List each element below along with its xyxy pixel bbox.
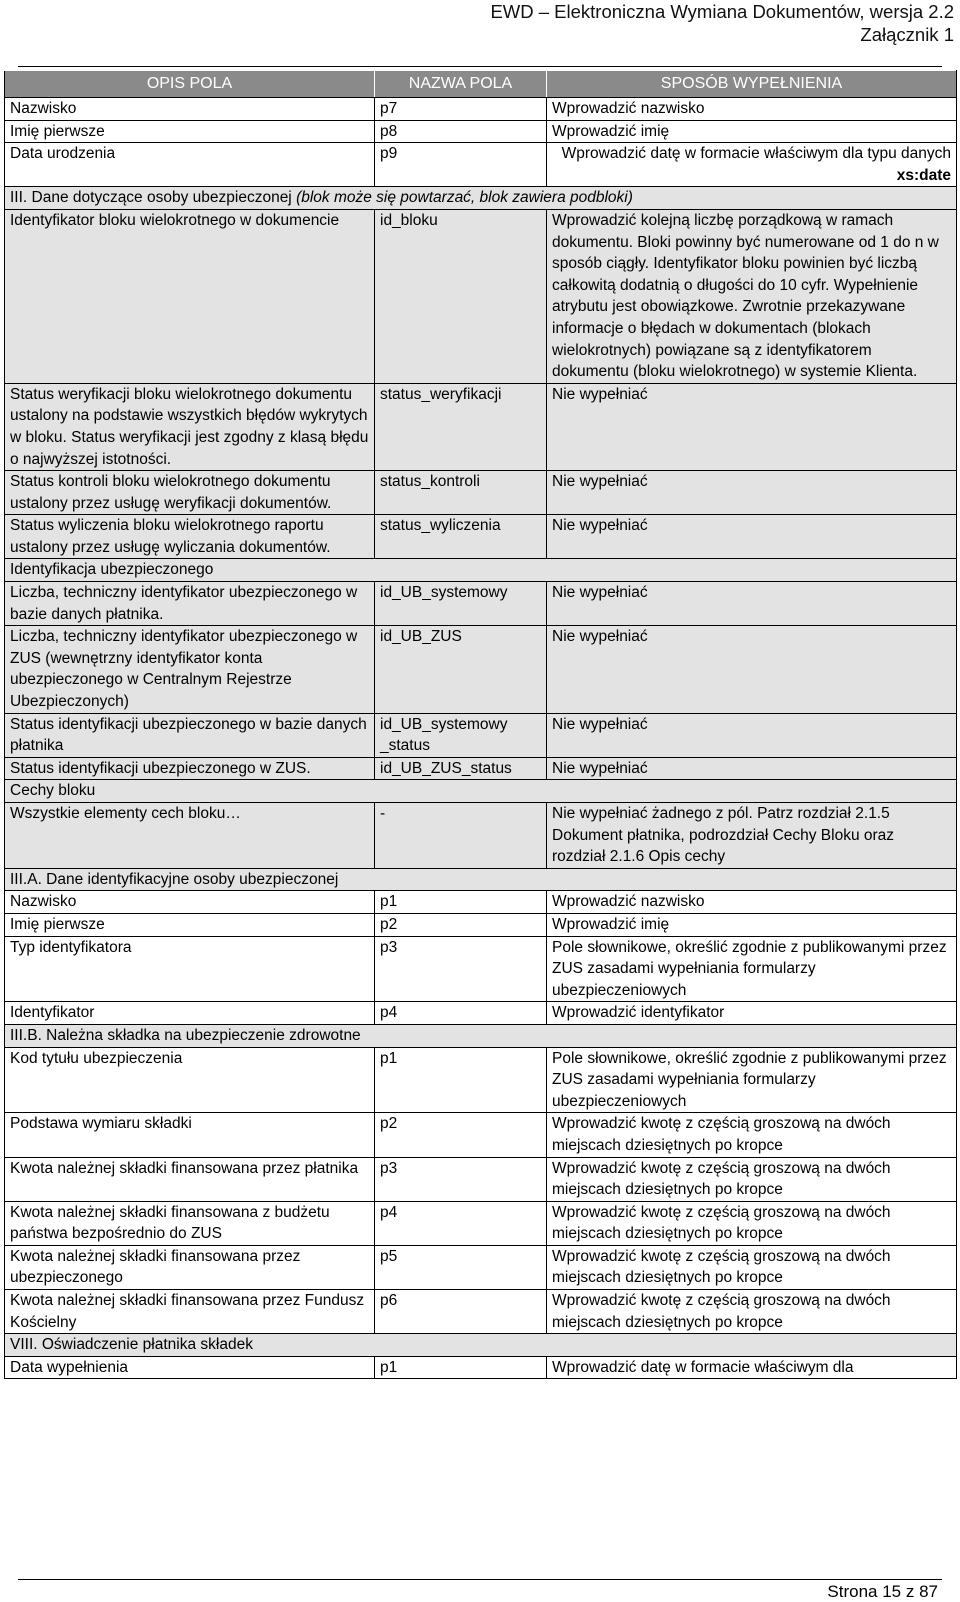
table-row <box>5 471 957 515</box>
subsection-title: Identyfikacja ubezpieczonego <box>5 559 957 582</box>
field-description: Imię pierwsze <box>5 120 375 143</box>
field-fill-rule: Wprowadzić nazwisko <box>547 891 957 914</box>
field-name: p5 <box>375 1245 547 1289</box>
fill-rule-text: Wprowadzić datę w formacie właściwym dla typu danych <box>561 145 951 163</box>
column-header: SPOSÓB WYPEŁNIENIA <box>547 71 957 98</box>
field-description: Kwota należnej składki finansowana przez ubezpieczonego <box>5 1245 375 1289</box>
table-row <box>5 803 957 869</box>
field-description: Kwota należnej składki finansowana przez płatnika <box>5 1157 375 1201</box>
column-header: OPIS POLA <box>5 71 375 98</box>
field-description: Identyfikator bloku wielokrotnego w dokumencie <box>5 209 375 383</box>
field-name: status_weryfikacji <box>375 383 547 470</box>
field-fill-rule: Nie wypełniać żadnego z pól. Patrz rozdział 2.1.5 Dokument płatnika, podrozdział Cechy Bloku oraz rozdział 2.1.6 Opis cechy <box>547 803 957 869</box>
field-name: p2 <box>375 913 547 936</box>
table-row <box>5 1113 957 1157</box>
table-header-row <box>5 71 957 98</box>
field-description: Liczba, techniczny identyfikator ubezpieczonego w ZUS (wewnętrzny identyfikator konta ubezpieczonego w Centralnym Rejestrze Ubezpieczonych) <box>5 626 375 713</box>
field-name: status_wyliczenia <box>375 515 547 559</box>
field-fill-rule <box>547 143 957 187</box>
section-title-text: III. Dane dotyczące osoby ubezpieczonej <box>10 189 297 207</box>
field-fill-rule: Pole słownikowe, określić zgodnie z publikowanymi przez ZUS zasadami wypełniania formularzy ubezpieczeniowych <box>547 1047 957 1113</box>
field-description: Kod tytułu ubezpieczenia <box>5 1047 375 1113</box>
header-rule <box>18 66 942 67</box>
table-row <box>5 1245 957 1289</box>
field-fill-rule: Wprowadzić imię <box>547 120 957 143</box>
table-row <box>5 757 957 780</box>
field-description: Typ identyfikatora <box>5 936 375 1002</box>
field-description: Status wyliczenia bloku wielokrotnego raportu ustalony przez usługę wyliczania dokumentów. <box>5 515 375 559</box>
field-name: p1 <box>375 1356 547 1379</box>
section-header-row <box>5 1334 957 1357</box>
table-row <box>5 626 957 713</box>
field-fill-rule: Wprowadzić kolejną liczbę porządkową w ramach dokumentu. Bloki powinny być numerowane od 1 do n w sposób ciągły. Identyfikator bloku powinien być liczbą całkowitą dodatnią o długości do 10 cyfr. Wypełnienie atrybutu jest obowiązkowe. Zwrotnie przekazywane informacje o błędach w dokumentach (blokach wielokrotnych) powiązane są z identyfikatorem dokumentu (bloku wielokrotnego) w systemie Klienta. <box>547 209 957 383</box>
field-name: status_kontroli <box>375 471 547 515</box>
field-fill-rule: Nie wypełniać <box>547 582 957 626</box>
field-name: p7 <box>375 98 547 121</box>
field-fill-rule: Wprowadzić kwotę z częścią groszową na dwóch miejscach dziesiętnych po kropce <box>547 1245 957 1289</box>
field-fill-rule: Nie wypełniać <box>547 626 957 713</box>
table-row <box>5 98 957 121</box>
field-description: Status identyfikacji ubezpieczonego w ZUS. <box>5 757 375 780</box>
field-name: p1 <box>375 891 547 914</box>
field-description: Status weryfikacji bloku wielokrotnego dokumentu ustalony na podstawie wszystkich błędów wykrytych w bloku. Status weryfikacji jest zgodny z klasą błędu o najwyższej istotności. <box>5 383 375 470</box>
subsection-header-row <box>5 780 957 803</box>
data-type-label: xs:date <box>896 166 951 184</box>
field-description: Data wypełnienia <box>5 1356 375 1379</box>
subsection-title: Cechy bloku <box>5 780 957 803</box>
field-fill-rule: Wprowadzić kwotę z częścią groszową na dwóch miejscach dziesiętnych po kropce <box>547 1201 957 1245</box>
field-name: p3 <box>375 1157 547 1201</box>
field-description: Identyfikator <box>5 1002 375 1025</box>
field-fill-rule: Wprowadzić kwotę z częścią groszową na dwóch miejscach dziesiętnych po kropce <box>547 1157 957 1201</box>
table-row <box>5 1002 957 1025</box>
field-description: Liczba, techniczny identyfikator ubezpieczonego w bazie danych płatnika. <box>5 582 375 626</box>
table-row <box>5 120 957 143</box>
field-description: Kwota należnej składki finansowana przez Fundusz Kościelny <box>5 1290 375 1334</box>
field-description: Nazwisko <box>5 891 375 914</box>
field-description: Nazwisko <box>5 98 375 121</box>
field-fill-rule: Nie wypełniać <box>547 757 957 780</box>
field-fill-rule: Nie wypełniać <box>547 383 957 470</box>
field-name: p3 <box>375 936 547 1002</box>
subsection-header-row <box>5 559 957 582</box>
section-header-row <box>5 868 957 891</box>
table-row <box>5 936 957 1002</box>
document-title: EWD – Elektroniczna Wymiana Dokumentów, wersja 2.2 <box>490 1 954 22</box>
field-name: id_bloku <box>375 209 547 383</box>
table-row <box>5 1290 957 1334</box>
table-row <box>5 1201 957 1245</box>
field-description: Podstawa wymiaru składki <box>5 1113 375 1157</box>
field-description: Kwota należnej składki finansowana z budżetu państwa bezpośrednio do ZUS <box>5 1201 375 1245</box>
table-row <box>5 1356 957 1379</box>
table-row <box>5 515 957 559</box>
field-name: p9 <box>375 143 547 187</box>
field-fill-rule: Nie wypełniać <box>547 713 957 757</box>
field-description: Wszystkie elementy cech bloku… <box>5 803 375 869</box>
field-fill-rule: Wprowadzić imię <box>547 913 957 936</box>
field-description: Data urodzenia <box>5 143 375 187</box>
field-description: Status identyfikacji ubezpieczonego w bazie danych płatnika <box>5 713 375 757</box>
table-row <box>5 1157 957 1201</box>
field-name: p8 <box>375 120 547 143</box>
table-row <box>5 582 957 626</box>
document-header <box>490 0 954 46</box>
field-fill-rule: Wprowadzić identyfikator <box>547 1002 957 1025</box>
table-row <box>5 143 957 187</box>
attachment-label: Załącznik 1 <box>860 24 954 45</box>
field-name: id_UB_ZUS <box>375 626 547 713</box>
table-row <box>5 891 957 914</box>
field-description: Status kontroli bloku wielokrotnego dokumentu ustalony przez usługę weryfikacji dokumentów. <box>5 471 375 515</box>
section-title-iiib: III.B. Należna składka na ubezpieczenie zdrowotne <box>5 1024 957 1047</box>
field-name: p6 <box>375 1290 547 1334</box>
field-description: Imię pierwsze <box>5 913 375 936</box>
field-spec-table <box>4 70 957 1379</box>
section-title-viii: VIII. Oświadczenie płatnika składek <box>5 1334 957 1357</box>
field-name: p1 <box>375 1047 547 1113</box>
table-row <box>5 713 957 757</box>
table-row <box>5 209 957 383</box>
section-title-iii <box>5 187 957 210</box>
footer-rule <box>18 1579 942 1580</box>
field-name: id_UB_systemowy _status <box>375 713 547 757</box>
field-fill-rule: Wprowadzić kwotę z częścią groszową na dwóch miejscach dziesiętnych po kropce <box>547 1290 957 1334</box>
field-fill-rule: Wprowadzić kwotę z częścią groszową na dwóch miejscach dziesiętnych po kropce <box>547 1113 957 1157</box>
field-fill-rule: Pole słownikowe, określić zgodnie z publikowanymi przez ZUS zasadami wypełniania formularzy ubezpieczeniowych <box>547 936 957 1002</box>
table-row <box>5 1047 957 1113</box>
field-fill-rule: Nie wypełniać <box>547 471 957 515</box>
section-header-row <box>5 1024 957 1047</box>
section-header-row <box>5 187 957 210</box>
section-title-iiia: III.A. Dane identyfikacyjne osoby ubezpieczonej <box>5 868 957 891</box>
field-name: id_UB_ZUS_status <box>375 757 547 780</box>
column-header: NAZWA POLA <box>375 71 547 98</box>
field-fill-rule: Wprowadzić nazwisko <box>547 98 957 121</box>
field-name: - <box>375 803 547 869</box>
field-name: p2 <box>375 1113 547 1157</box>
field-name: id_UB_systemowy <box>375 582 547 626</box>
table-row <box>5 913 957 936</box>
field-fill-rule: Nie wypełniać <box>547 515 957 559</box>
field-name: p4 <box>375 1201 547 1245</box>
page-number: Strona 15 z 87 <box>827 1582 938 1601</box>
table-row <box>5 383 957 470</box>
field-name: p4 <box>375 1002 547 1025</box>
section-note: (blok może się powtarzać, blok zawiera podbloki) <box>296 189 633 207</box>
field-fill-rule: Wprowadzić datę w formacie właściwym dla <box>547 1356 957 1379</box>
